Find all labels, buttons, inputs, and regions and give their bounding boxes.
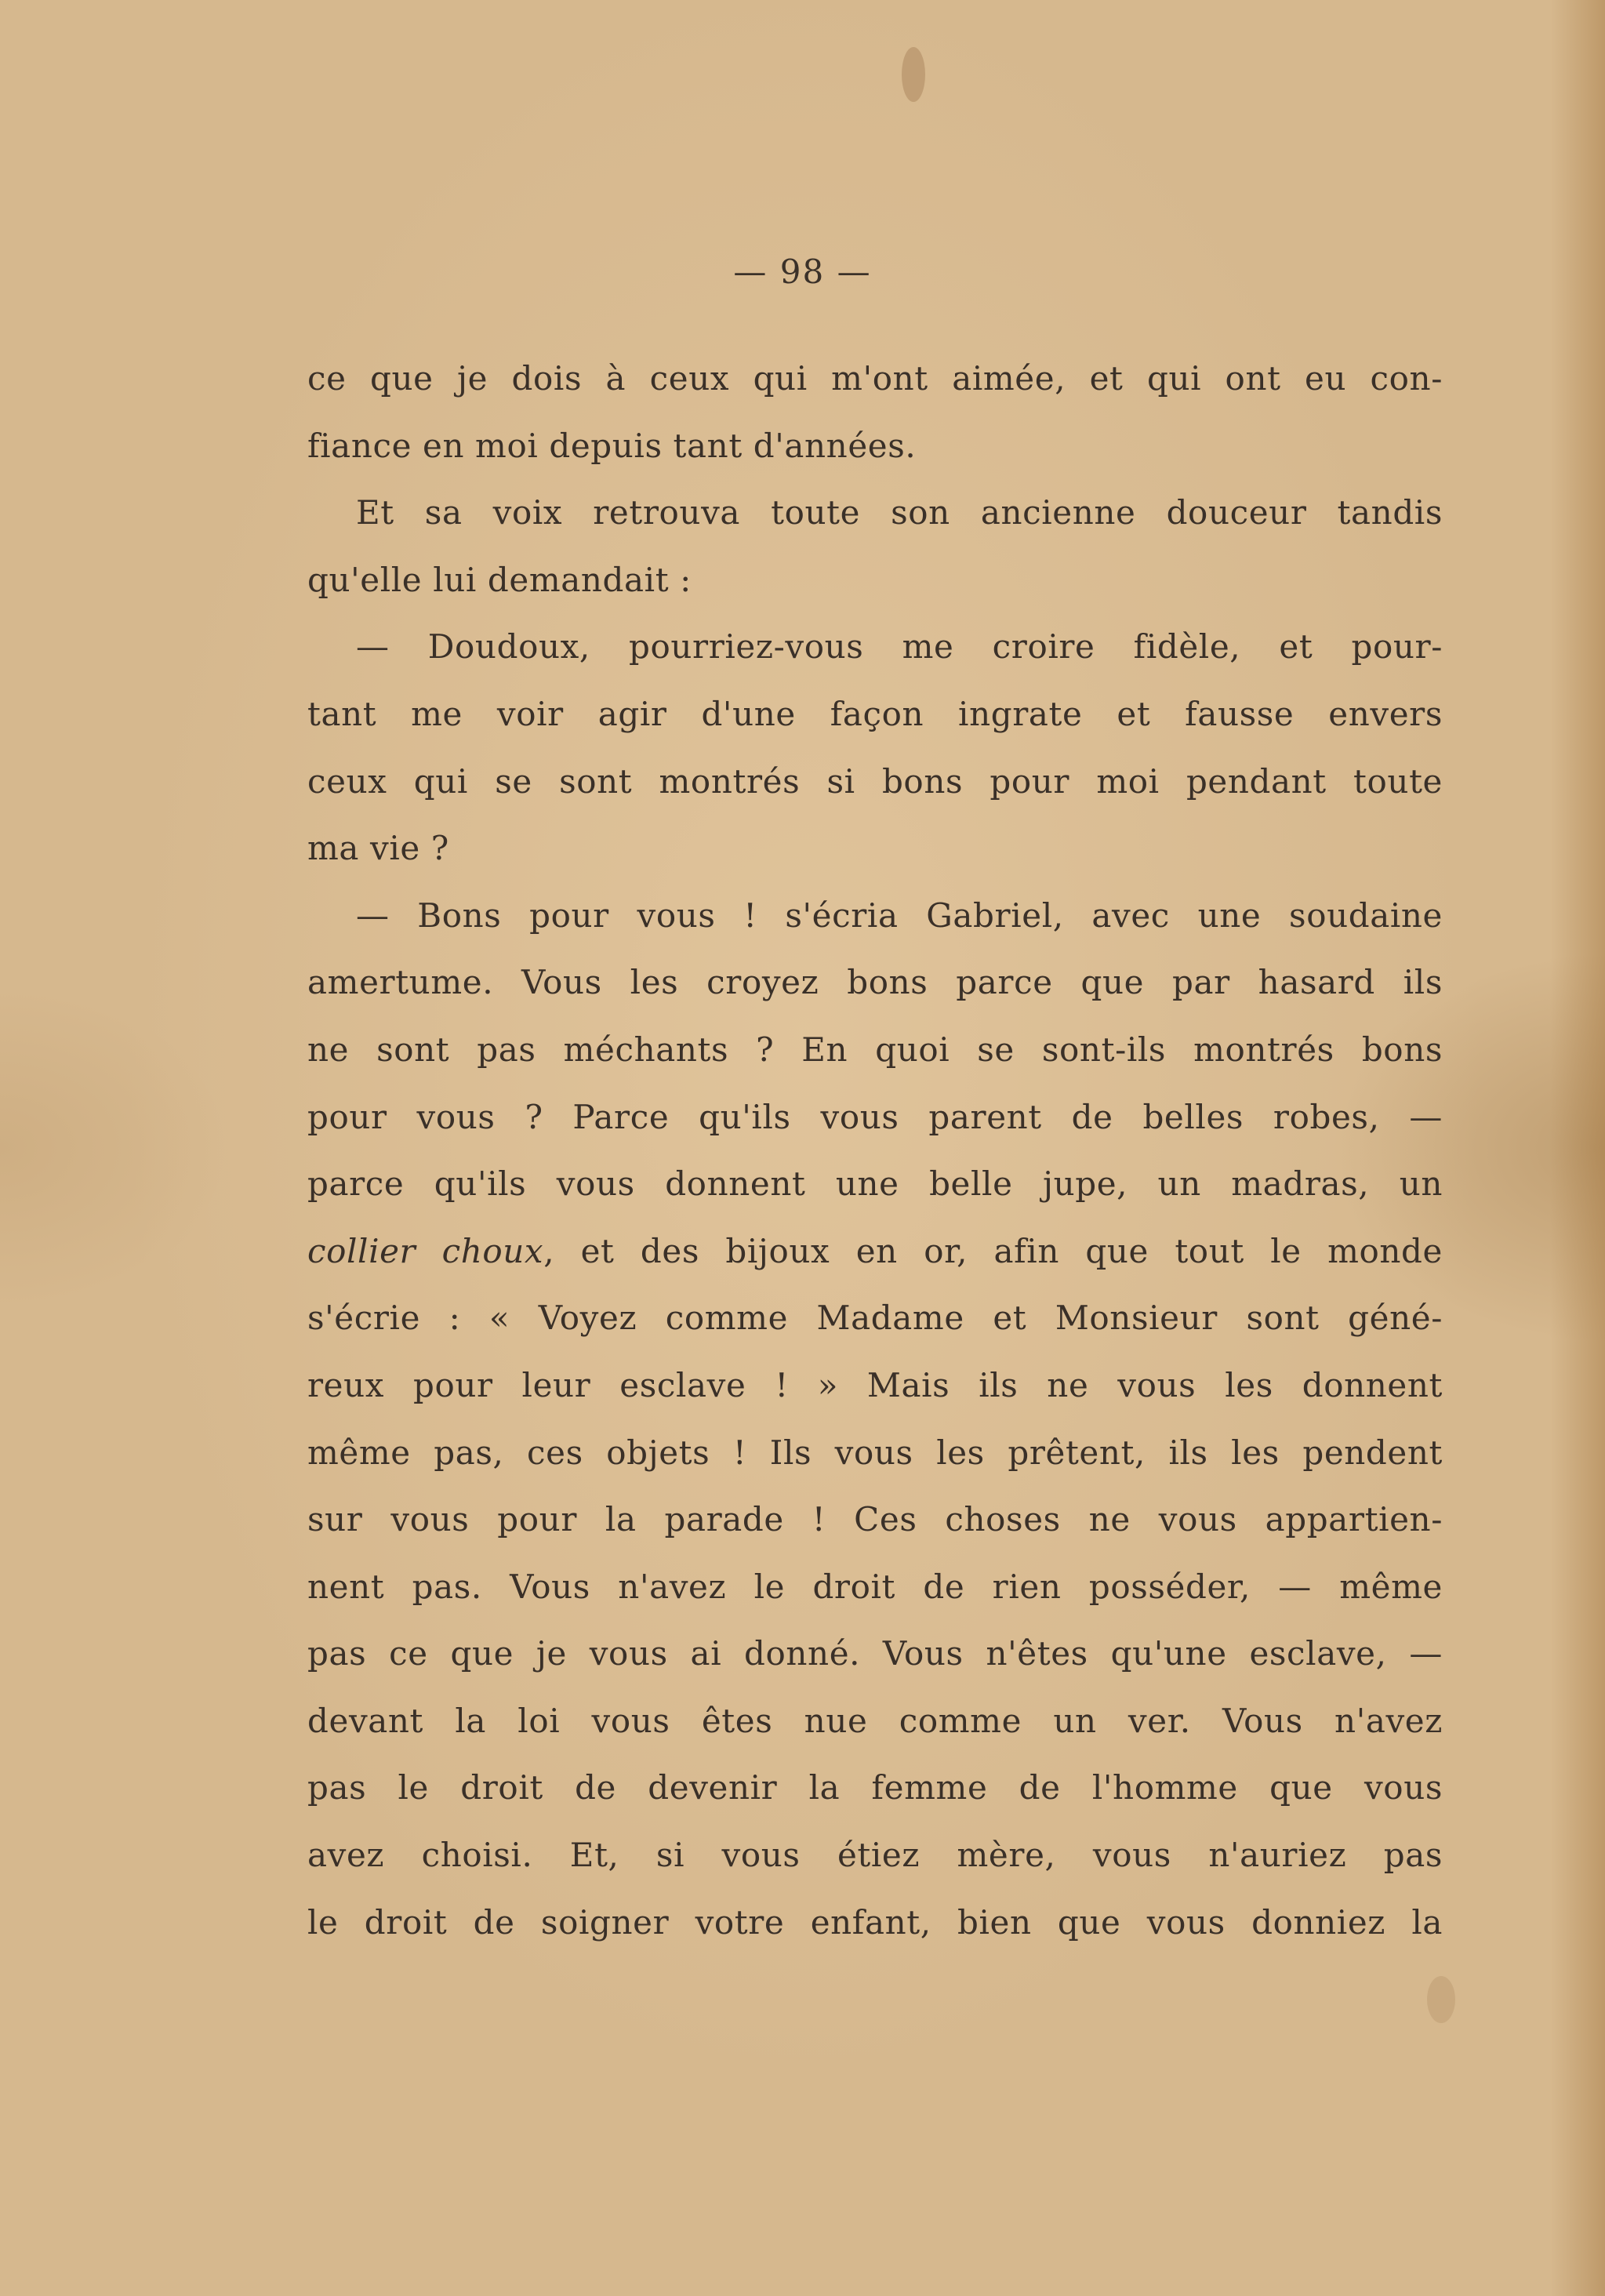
text-line: avez choisi. Et, si vous étiez mère, vous n'auriez pas — [307, 1836, 1443, 1875]
text-line: pas ce que je vous ai donné. Vous n'êtes qu'une esclave, — — [307, 1634, 1443, 1673]
text-line: — Bons pour vous ! s'écria Gabriel, avec une soudaine — [356, 896, 1443, 935]
text-line-rest: , et des bijoux en or, afin que tout le monde — [543, 1231, 1443, 1270]
text-line: reux pour leur esclave ! » Mais ils ne vous les donnent — [307, 1365, 1443, 1404]
text-line: s'écrie : « Voyez comme Madame et Monsieur sont géné- — [307, 1299, 1443, 1338]
text-line: devant la loi vous êtes nue comme un ver. Vous n'avez — [307, 1701, 1443, 1740]
page-number: — 98 — — [733, 252, 872, 291]
text-line: ce que je dois à ceux qui m'ont aimée, et qui ont eu con- — [307, 359, 1443, 398]
text-line: pour vous ? Parce qu'ils vous parent de belles robes, — — [307, 1097, 1443, 1136]
paper-stain — [1427, 1976, 1455, 2023]
text-line: amertume. Vous les croyez bons parce que par hasard ils — [307, 963, 1443, 1002]
text-line-with-italic — [307, 1218, 1443, 1285]
text-line: ma vie ? — [307, 829, 449, 868]
text-line: sur vous pour la parade ! Ces choses ne vous appartien- — [307, 1500, 1443, 1539]
text-line: ne sont pas méchants ? En quoi se sont-ils montrés bons — [307, 1030, 1443, 1069]
text-line: Et sa voix retrouva toute son ancienne douceur tandis — [356, 493, 1443, 532]
page-edge-shading — [1550, 0, 1605, 2296]
text-line: tant me voir agir d'une façon ingrate et fausse envers — [307, 694, 1443, 733]
italic-term: collier choux — [307, 1231, 544, 1270]
text-line: même pas, ces objets ! Ils vous les prêtent, ils les pendent — [307, 1433, 1443, 1472]
paper-stain — [902, 47, 925, 102]
text-line: ceux qui se sont montrés si bons pour moi pendant toute — [307, 761, 1443, 801]
text-line: le droit de soigner votre enfant, bien que vous donniez la — [307, 1902, 1443, 1942]
body-text — [307, 345, 1443, 1956]
text-line: nent pas. Vous n'avez le droit de rien posséder, — même — [307, 1567, 1443, 1606]
text-line: parce qu'ils vous donnent une belle jupe, un madras, un — [307, 1164, 1443, 1204]
text-line: — Doudoux, pourriez-vous me croire fidèle, et pour- — [356, 627, 1443, 667]
text-line: fiance en moi depuis tant d'années. — [307, 426, 917, 465]
text-line: qu'elle lui demandait : — [307, 560, 692, 599]
text-line: pas le droit de devenir la femme de l'homme que vous — [307, 1768, 1443, 1807]
